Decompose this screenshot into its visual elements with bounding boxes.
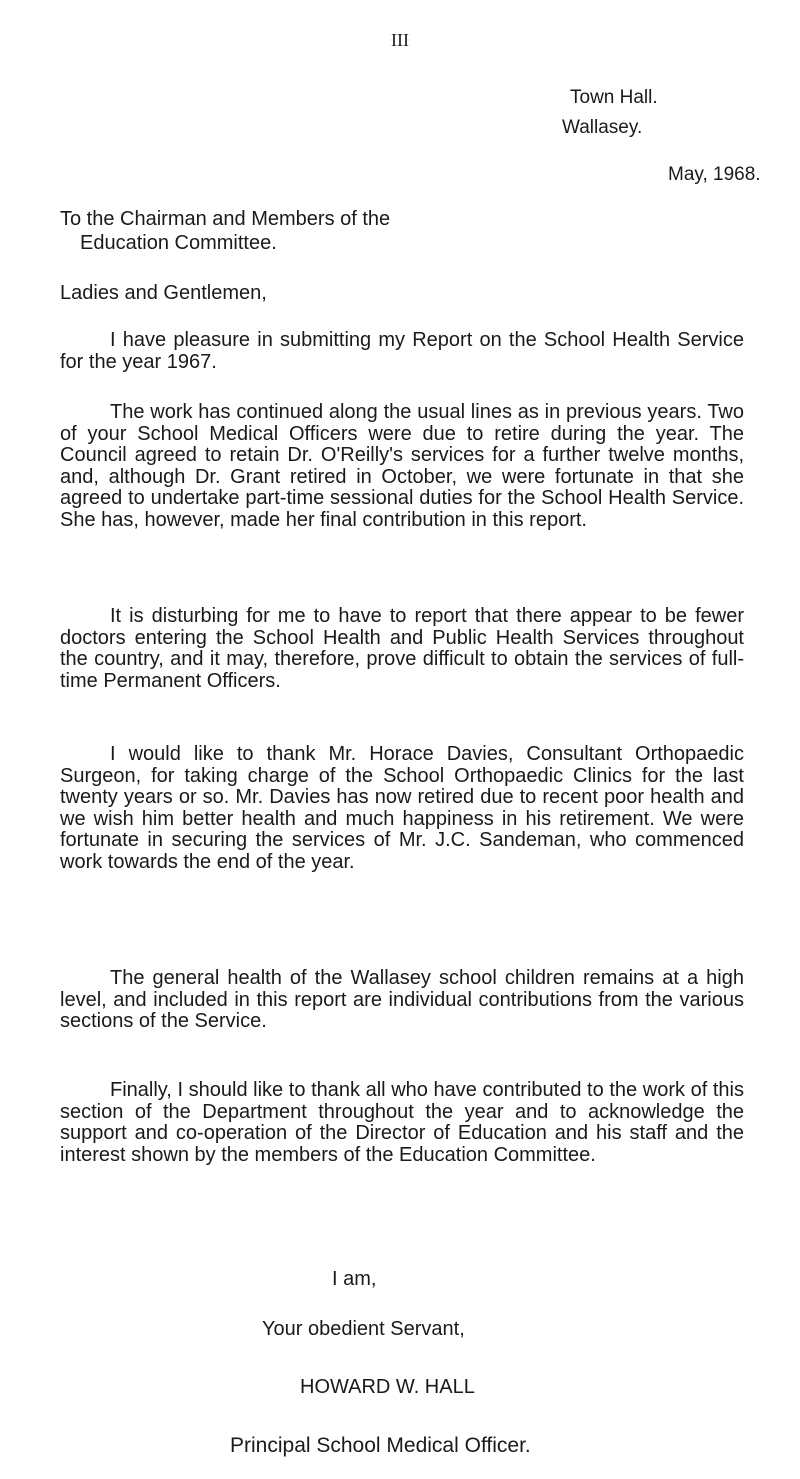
address-line-wallasey: Wallasey. bbox=[562, 117, 643, 138]
body-paragraph: The work has continued along the usual lines as in previous years. Two of your School Medical Officers were due to retire during the year. The Council agreed to retain Dr. O'Reilly's services for a further twelve months, and, although Dr. Grant retired in October, we were fortunate in that she agreed to undertake part-time sessional duties for the School Health Service. She has, however, made her final contribution in this report. bbox=[60, 401, 744, 531]
page-number: III bbox=[391, 30, 409, 50]
body-paragraph: I would like to thank Mr. Horace Davies, Consultant Orthopaedic Surgeon, for taking charge of the School Orthopaedic Clinics for the last twenty years or so. Mr. Davies has now retired due to recent poor health and we wish him better health and much happiness in his retirement. We were fortunate in securing the services of Mr. J.C. Sandeman, who commenced work towards the end of the year. bbox=[60, 743, 744, 873]
addressee-line-2: Education Committee. bbox=[80, 232, 277, 254]
signatory-title: Principal School Medical Officer. bbox=[230, 1434, 531, 1457]
body-paragraph: Finally, I should like to thank all who have contributed to the work of this section of the Department throughout the year and to acknowledge the support and co-operation of the Director of Education and his staff and the interest shown by the members of the Education Committee. bbox=[60, 1079, 744, 1166]
salutation: Ladies and Gentlemen, bbox=[60, 282, 267, 304]
closing-i-am: I am, bbox=[332, 1268, 377, 1290]
body-paragraph: It is disturbing for me to have to report that there appear to be fewer doctors entering the School Health and Public Health Services throughout the country, and it may, therefore, prove difficult to obtain the services of full-time Permanent Officers. bbox=[60, 605, 744, 692]
address-line-town-hall: Town Hall. bbox=[570, 87, 658, 108]
body-paragraph: The general health of the Wallasey school children remains at a high level, and included in this report are individual contributions from the various sections of the Service. bbox=[60, 967, 744, 1032]
addressee-line-1: To the Chairman and Members of the bbox=[60, 208, 391, 230]
letter-date: May, 1968. bbox=[668, 164, 761, 185]
closing-servant: Your obedient Servant, bbox=[262, 1318, 465, 1340]
signatory-name: HOWARD W. HALL bbox=[300, 1376, 475, 1398]
body-paragraph: I have pleasure in submitting my Report on the School Health Service for the year 1967. bbox=[60, 329, 744, 373]
